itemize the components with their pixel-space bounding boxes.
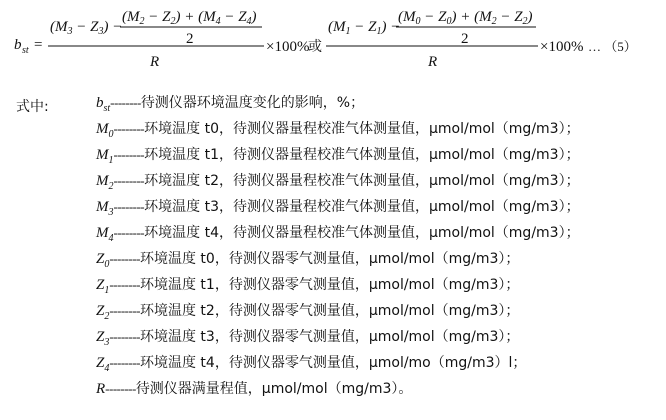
definition-symbol: Z xyxy=(96,329,105,345)
f2-inner-numerator: $(M_0 - Z_0) + (M_2 - Z_2)$ xyxy=(398,9,533,27)
definition-dash: -------- xyxy=(109,355,140,370)
definition-row xyxy=(96,92,364,114)
definition-description: 环境温度 t2，待测仪器量程校准气体测量值，μmol/mol（mg/m3）； xyxy=(144,173,580,189)
f2-times: ×100% xyxy=(540,39,584,55)
definition-symbol-subscript: 3 xyxy=(108,206,114,218)
definition-dash: -------- xyxy=(113,173,145,188)
definition-description: 环境温度 t3，待测仪器量程校准气体测量值，μmol/mol（mg/m3）； xyxy=(144,199,580,215)
definition-symbol: M xyxy=(96,121,109,137)
definition-symbol-subscript: 4 xyxy=(104,362,110,374)
definition-symbol: b xyxy=(96,95,104,111)
definition-dash: -------- xyxy=(109,329,140,344)
definition-description: 环境温度 t4，待测仪器量程校准气体测量值，μmol/mol（mg/m3）； xyxy=(144,225,580,241)
definition-description: 环境温度 t0，待测仪器量程校准气体测量值，μmol/mol（mg/m3）； xyxy=(144,121,580,137)
definition-symbol: M xyxy=(96,199,109,215)
definition-dash: -------- xyxy=(109,251,140,266)
definition-symbol: Z xyxy=(96,251,105,267)
definition-description: 环境温度 t0，待测仪器零气测量值，μmol/mol（mg/m3）； xyxy=(139,251,520,267)
definition-dash: -------- xyxy=(113,199,145,214)
definition-symbol: M xyxy=(96,173,109,189)
definition-dash: -------- xyxy=(113,121,145,136)
definition-symbol-subscript: 0 xyxy=(108,128,114,140)
definition-symbol: M xyxy=(96,147,109,163)
definition-symbol: Z xyxy=(96,277,105,293)
definition-symbol: R xyxy=(96,381,106,397)
definition-symbol-subscript: 4 xyxy=(108,232,114,244)
definition-symbol-subscript: 2 xyxy=(108,180,114,192)
definition-row xyxy=(96,300,519,322)
definition-description: 环境温度 t1，待测仪器量程校准气体测量值，μmol/mol（mg/m3）； xyxy=(144,147,580,163)
definition-symbol-subscript: 1 xyxy=(108,154,114,166)
formula-equals: = xyxy=(34,37,43,53)
f2-num-left: $(M_1 - Z_1)$ − xyxy=(328,19,401,37)
f1-inner-denominator: 2 xyxy=(186,31,194,47)
formula-lhs-symbol: b xyxy=(14,37,22,53)
formula-svg xyxy=(0,4,666,80)
definition-row xyxy=(96,248,519,270)
definition-row xyxy=(96,170,580,192)
definition-symbol-subscript: 2 xyxy=(104,310,110,322)
definition-symbol: Z xyxy=(96,303,105,319)
definition-row xyxy=(96,326,519,348)
definition-description: 环境温度 t1，待测仪器零气测量值，μmol/mol（mg/m3）； xyxy=(139,277,520,293)
definition-row xyxy=(96,274,519,296)
definition-dash: -------- xyxy=(105,381,136,396)
definition-row xyxy=(96,378,412,400)
definition-symbol-subscript: 3 xyxy=(104,336,110,348)
f1-times: ×100% xyxy=(266,39,310,55)
definition-dash: -------- xyxy=(109,277,140,292)
f2-inner-denominator: 2 xyxy=(461,31,469,47)
definition-row xyxy=(96,118,580,140)
equation-number: … （5） xyxy=(588,39,637,54)
definition-symbol-subscript: st xyxy=(103,102,111,114)
definition-row xyxy=(96,222,580,244)
f2-denominator: R xyxy=(428,54,438,70)
intro-label: 式中: xyxy=(16,99,49,115)
definition-row xyxy=(96,196,580,218)
definition-description: 待测仪器满量程值，μmol/mol（mg/m3）。 xyxy=(135,381,413,397)
definition-symbol-subscript: 0 xyxy=(104,258,110,270)
definition-dash: -------- xyxy=(113,147,145,162)
definition-description: 环境温度 t3，待测仪器零气测量值，μmol/mol（mg/m3）； xyxy=(139,329,520,345)
f1-denominator: R xyxy=(150,54,160,70)
definition-symbol: M xyxy=(96,225,109,241)
definition-row xyxy=(96,352,526,374)
f1-num-left: $(M_3 - Z_3)$ − xyxy=(50,19,123,37)
definition-dash: -------- xyxy=(110,95,141,110)
definition-description: 待测仪器环境温度变化的影响，%； xyxy=(140,95,365,111)
definition-symbol-subscript: 1 xyxy=(104,284,110,296)
definition-row xyxy=(96,144,580,166)
formula-or: 或 xyxy=(308,40,322,55)
f1-inner-numerator: $(M_2 - Z_2) + (M_4 - Z_4)$ xyxy=(122,9,257,27)
definition-dash: -------- xyxy=(109,303,140,318)
definition-dash: -------- xyxy=(113,225,145,240)
definition-description: 环境温度 t2，待测仪器零气测量值，μmol/mol（mg/m3）； xyxy=(139,303,520,319)
definition-symbol: Z xyxy=(96,355,105,371)
definition-description: 环境温度 t4，待测仪器零气测量值，μmol/mo（mg/m3）l； xyxy=(139,355,527,371)
formula-lhs-sub: st xyxy=(22,45,29,56)
formula-block xyxy=(0,4,666,80)
